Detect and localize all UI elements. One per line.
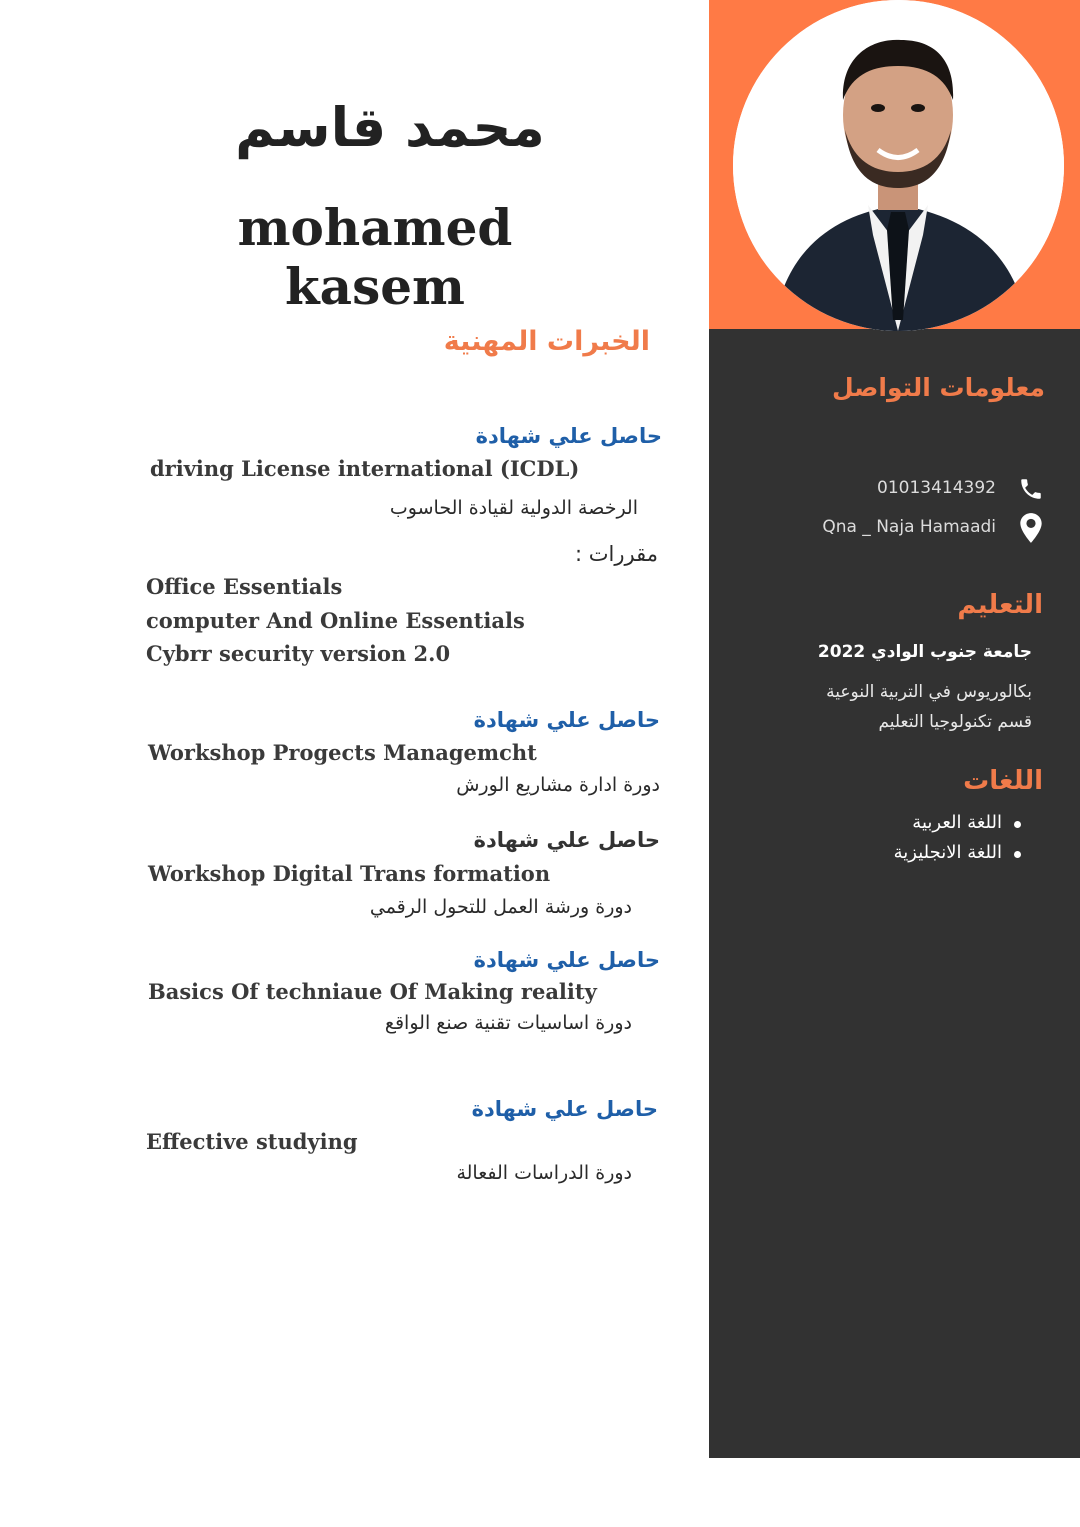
language-item: اللغة الانجليزية (893, 842, 1002, 863)
degree-line-1: بكالوريوس في التربية النوعية (826, 682, 1032, 702)
cert2-name-en: Workshop Progects Managemcht (148, 740, 537, 765)
languages-title: اللغات (963, 766, 1043, 796)
cert1-label: حاصل علي شهادة (475, 424, 662, 448)
cert2-label: حاصل علي شهادة (473, 708, 660, 732)
university: جامعة جنوب الوادي 2022 (817, 642, 1032, 662)
course-item: computer And Online Essentials (146, 608, 525, 633)
cert1-name-ar: الرخصة الدولية لقيادة الحاسوب (389, 497, 638, 519)
phone-icon (1018, 476, 1044, 502)
contact-title: معلومات التواصل (831, 373, 1045, 402)
cert5-label: حاصل علي شهادة (471, 1097, 658, 1121)
name-english: mohamed kasem (237, 198, 513, 316)
person-avatar-icon (733, 0, 1064, 331)
cert5-name-ar: دورة الدراسات الفعالة (456, 1162, 632, 1184)
cert4-name-ar: دورة اساسيات تقنية صنع الواقع (384, 1012, 632, 1034)
language-item: اللغة العربية (912, 812, 1002, 833)
bullet-dot-icon (1014, 821, 1021, 828)
location-pin-icon (1018, 512, 1044, 544)
cert3-name-ar: دورة ورشة العمل للتحول الرقمي (369, 896, 632, 918)
cert4-label: حاصل علي شهادة (473, 948, 660, 972)
phone-number: 01013414392 (877, 478, 996, 498)
cert1-name-en: driving License international (ICDL) (150, 456, 580, 481)
cert3-label: حاصل علي شهادة (473, 828, 660, 852)
course-item: Office Essentials (146, 574, 343, 599)
cert4-name-en: Basics Of techniaue Of Making reality (148, 979, 597, 1004)
experience-title: الخبرات المهنية (443, 326, 650, 357)
education-title: التعليم (957, 590, 1043, 620)
cert5-name-en: Effective studying (146, 1129, 358, 1154)
cert2-name-ar: دورة ادارة مشاريع الورش (456, 774, 660, 796)
cert3-name-en: Workshop Digital Trans formation (148, 861, 551, 886)
profile-photo (733, 0, 1064, 331)
course-item: Cybrr security version 2.0 (146, 641, 451, 666)
cert1-courses-label: مقررات : (575, 542, 658, 566)
degree-line-2: قسم تكنولوجيا التعليم (878, 712, 1032, 732)
name-arabic: محمد قاسم (235, 96, 545, 159)
location-text: Qna _ Naja Hamaadi (822, 517, 996, 537)
bullet-dot-icon (1014, 851, 1021, 858)
